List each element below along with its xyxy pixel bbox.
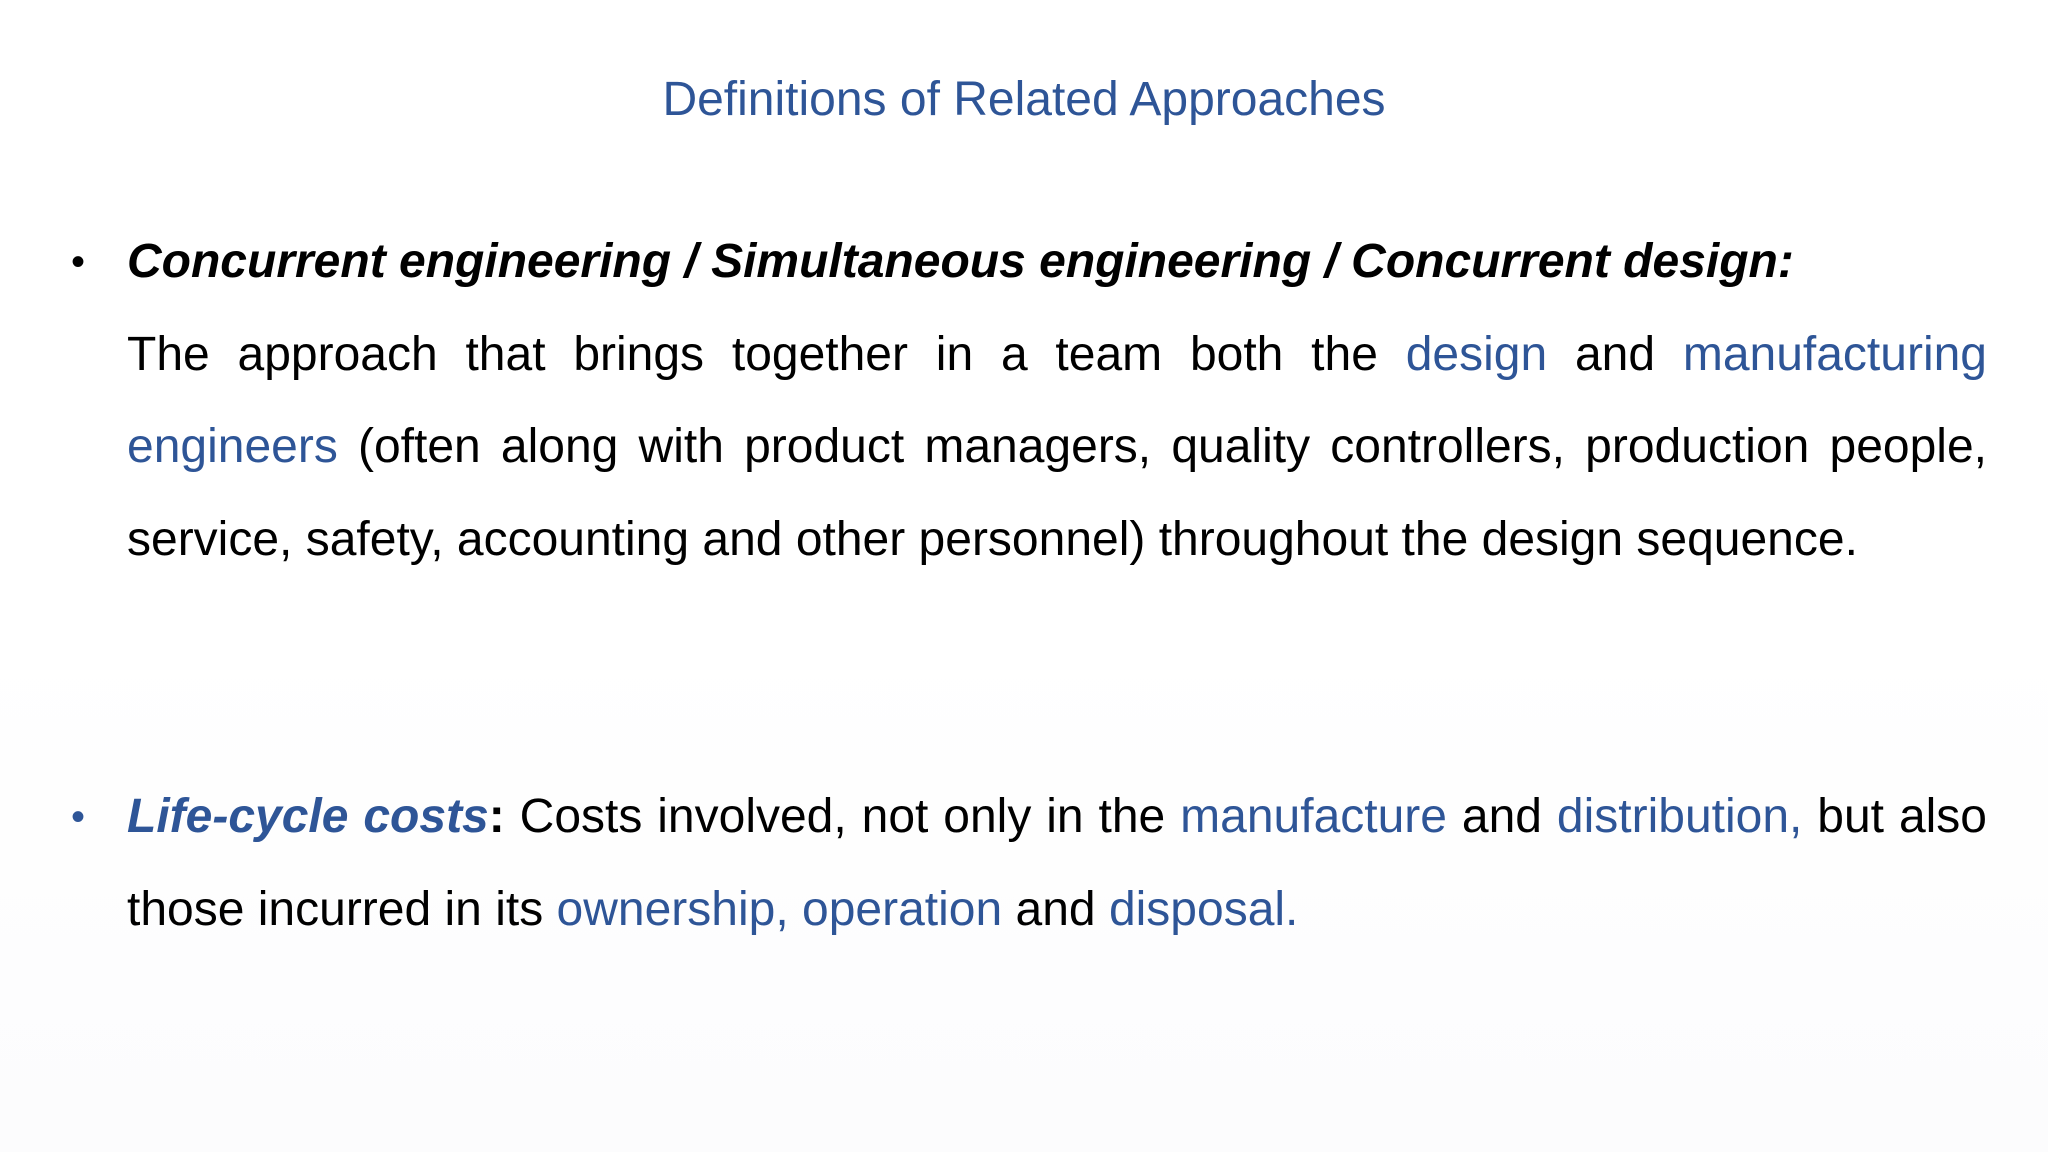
bullet-dot-icon: •: [71, 240, 86, 284]
slide-title: Definitions of Related Approaches: [662, 73, 1386, 126]
highlight-ownership-operation: ownership, operation: [556, 882, 1003, 936]
term-concurrent-engineering: Concurrent engineering / Simultaneous engineering / Concurrent design:: [127, 235, 1794, 288]
bullet-life-cycle-costs: [71, 771, 1987, 956]
definition-text: (often along with product managers, quality controllers, production people, service, safety, accounting and other personnel) throughout the design sequence.: [127, 420, 1987, 566]
bullet-concurrent-engineering: [71, 216, 1987, 586]
definition-text: and: [1446, 790, 1557, 843]
highlight-disposal: disposal.: [1108, 882, 1299, 936]
bullet-dot-icon: •: [71, 795, 86, 839]
highlight-manufacture: manufacture: [1180, 790, 1447, 843]
highlight-manufacturing-engineers: manufacturing engineers: [127, 327, 1987, 473]
term-life-cycle-costs: Life-cycle costs: [127, 790, 489, 843]
highlight-design: design: [1405, 327, 1548, 381]
term-colon: :: [488, 790, 505, 843]
definition-text: Costs involved, not only in the: [504, 790, 1181, 843]
definition-text: and: [1002, 882, 1109, 936]
definition-text: The approach that brings together in a team both the: [127, 327, 1406, 381]
definition-text: and: [1547, 327, 1683, 381]
definition-text: but also those incurred in its: [127, 790, 1987, 936]
highlight-distribution: distribution,: [1556, 790, 1803, 843]
